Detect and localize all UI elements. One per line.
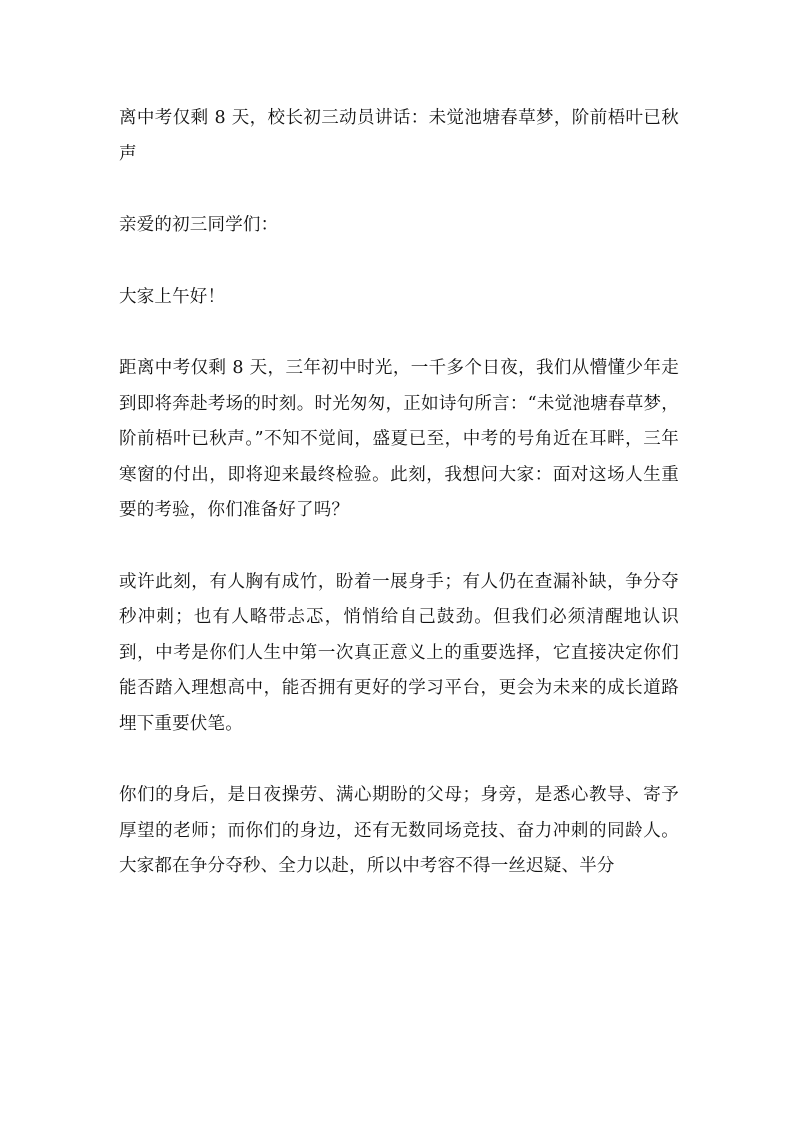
document-page [119,101,679,921]
paragraph-2: 或许此刻，有人胸有成竹，盼着一展身手；有人仍在查漏补缺，争分夺秒冲刺；也有人略带忐忑，悄悄给自己鼓劲。但我们必须清醒地认识到，中考是你们人生中第一次真正意义上的重要选择，它直接决定你们能否踏入理想高中，能否拥有更好的学习平台，更会为未来的成长道路埋下重要伏笔。 [119,571,679,734]
paragraph-1: 距离中考仅剩 8 天，三年初中时光，一千多个日夜，我们从懵懂少年走到即将奔赴考场的时刻。时光匆匆，正如诗句所言：“未觉池塘春草梦，阶前梧叶已秋声。”不知不觉间，盛夏已至，中考的号角近在耳畔，三年寒窗的付出，即将迎来最终检验。此刻，我想问大家：面对这场人生重要的考验，你们准备好了吗？ [119,358,679,520]
greeting: 大家上午好！ [119,286,226,307]
salutation: 亲爱的初三同学们： [119,215,279,235]
paragraph-3: 你们的身后，是日夜操劳、满心期盼的父母；身旁，是悉心教导、寄予厚望的老师；而你们的身边，还有无数同场竞技、奋力冲刺的同龄人。大家都在争分夺秒、全力以赴，所以中考容不得一丝迟疑、半分 [119,785,679,876]
document-title: 离中考仅剩 8 天，校长初三动员讲话：未觉池塘春草梦，阶前梧叶已秋声 [119,108,679,164]
